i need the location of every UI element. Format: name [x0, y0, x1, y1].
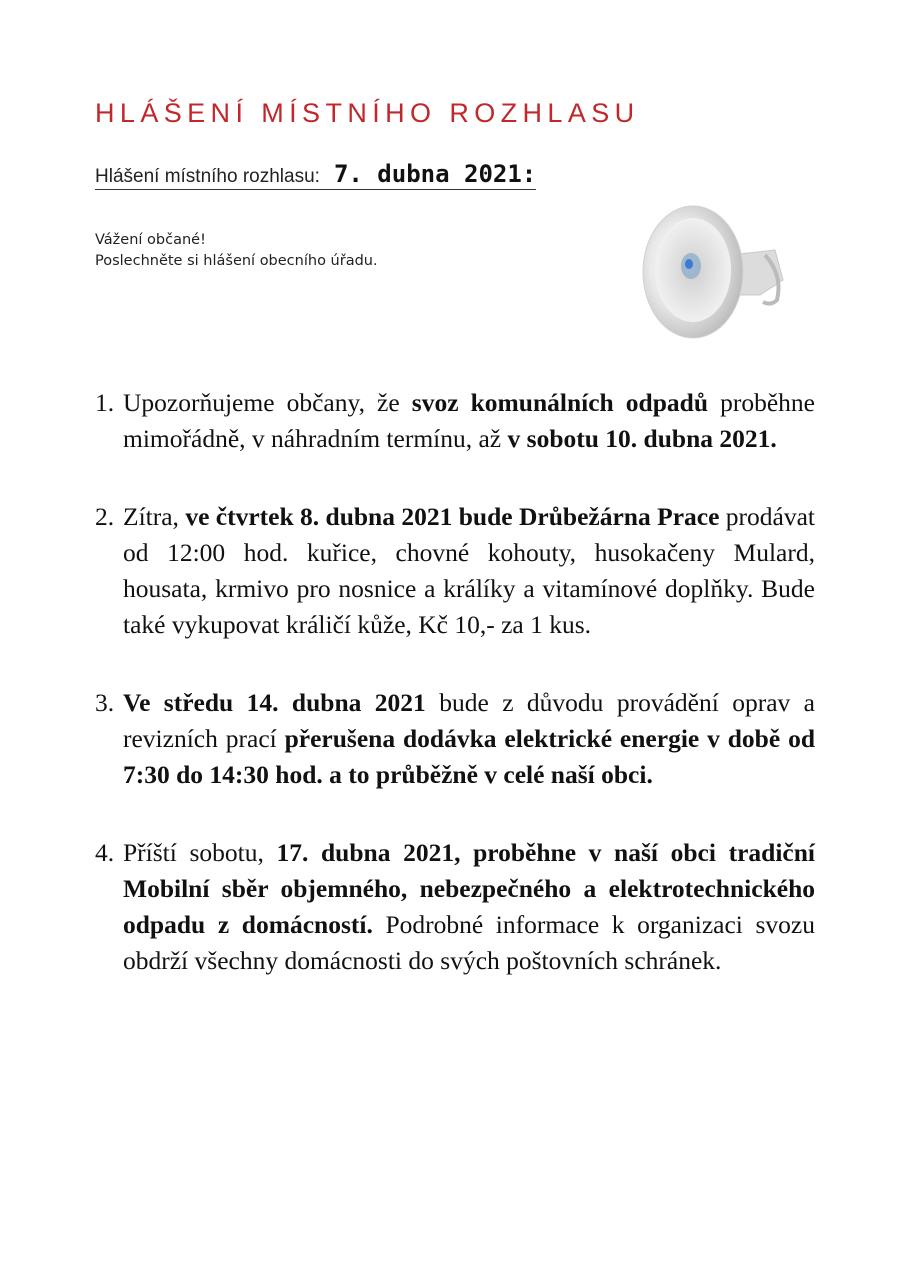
item-text: bude z důvodu provádění oprav a revizních prací	[123, 688, 815, 753]
item-number: 1.	[95, 388, 115, 417]
item-emphasis: svoz komunálních odpadů	[411, 388, 709, 417]
item-emphasis: Ve středu 14. dubna 2021	[123, 688, 426, 717]
announcement-date: 7. dubna 2021:	[333, 160, 537, 188]
greeting-line-1: Vážení občané!	[95, 232, 206, 248]
announcement-item	[95, 685, 815, 793]
greeting	[95, 230, 378, 272]
announcement-item	[95, 499, 815, 643]
item-text: Podrobné informace k organizaci svozu obdrží všechny domácnosti do svých poštovních schránek.	[123, 910, 815, 975]
announcement-date-line	[95, 160, 536, 188]
item-number: 4.	[95, 838, 115, 867]
item-text: Příští sobotu,	[123, 838, 277, 867]
item-text: Upozorňujeme občany, že	[123, 388, 412, 417]
item-number: 3.	[95, 688, 115, 717]
item-text: Zítra,	[123, 502, 186, 531]
item-text: prodávat od 12:00 hod. kuřice, chovné kohouty, husokačeny Mulard, housata, krmivo pro nosnice a králíky a vitamínové doplňky. Bude také vykupovat králičí kůže, Kč 10,- za 1 kus.	[123, 502, 815, 639]
item-emphasis: 17. dubna 2021, proběhne v naší obci tradiční Mobilní sběr objemného, nebezpečného a elektrotechnického odpadu z domácností.	[123, 838, 815, 939]
page-title: HLÁŠENÍ MÍSTNÍHO ROZHLASU	[95, 98, 640, 128]
item-text: proběhne mimořádně, v náhradním termínu, až	[123, 388, 815, 453]
item-emphasis: ve čtvrtek 8. dubna 2021 bude Drůbežárna Prace	[185, 502, 720, 531]
announcement-item	[95, 385, 815, 457]
item-number: 2.	[95, 502, 115, 531]
date-underline	[95, 189, 536, 190]
item-emphasis: v sobotu 10. dubna 2021.	[507, 424, 777, 453]
announcement-list	[95, 385, 815, 979]
item-emphasis: přerušena dodávka elektrické energie v době od 7:30 do 14:30 hod. a to průběžně v celé naší obci.	[123, 724, 815, 789]
date-label: Hlášení místního rozhlasu:	[95, 166, 320, 187]
announcement-item	[95, 835, 815, 979]
greeting-line-2: Poslechněte si hlášení obecního úřadu.	[95, 253, 378, 269]
megaphone-icon	[635, 200, 795, 350]
